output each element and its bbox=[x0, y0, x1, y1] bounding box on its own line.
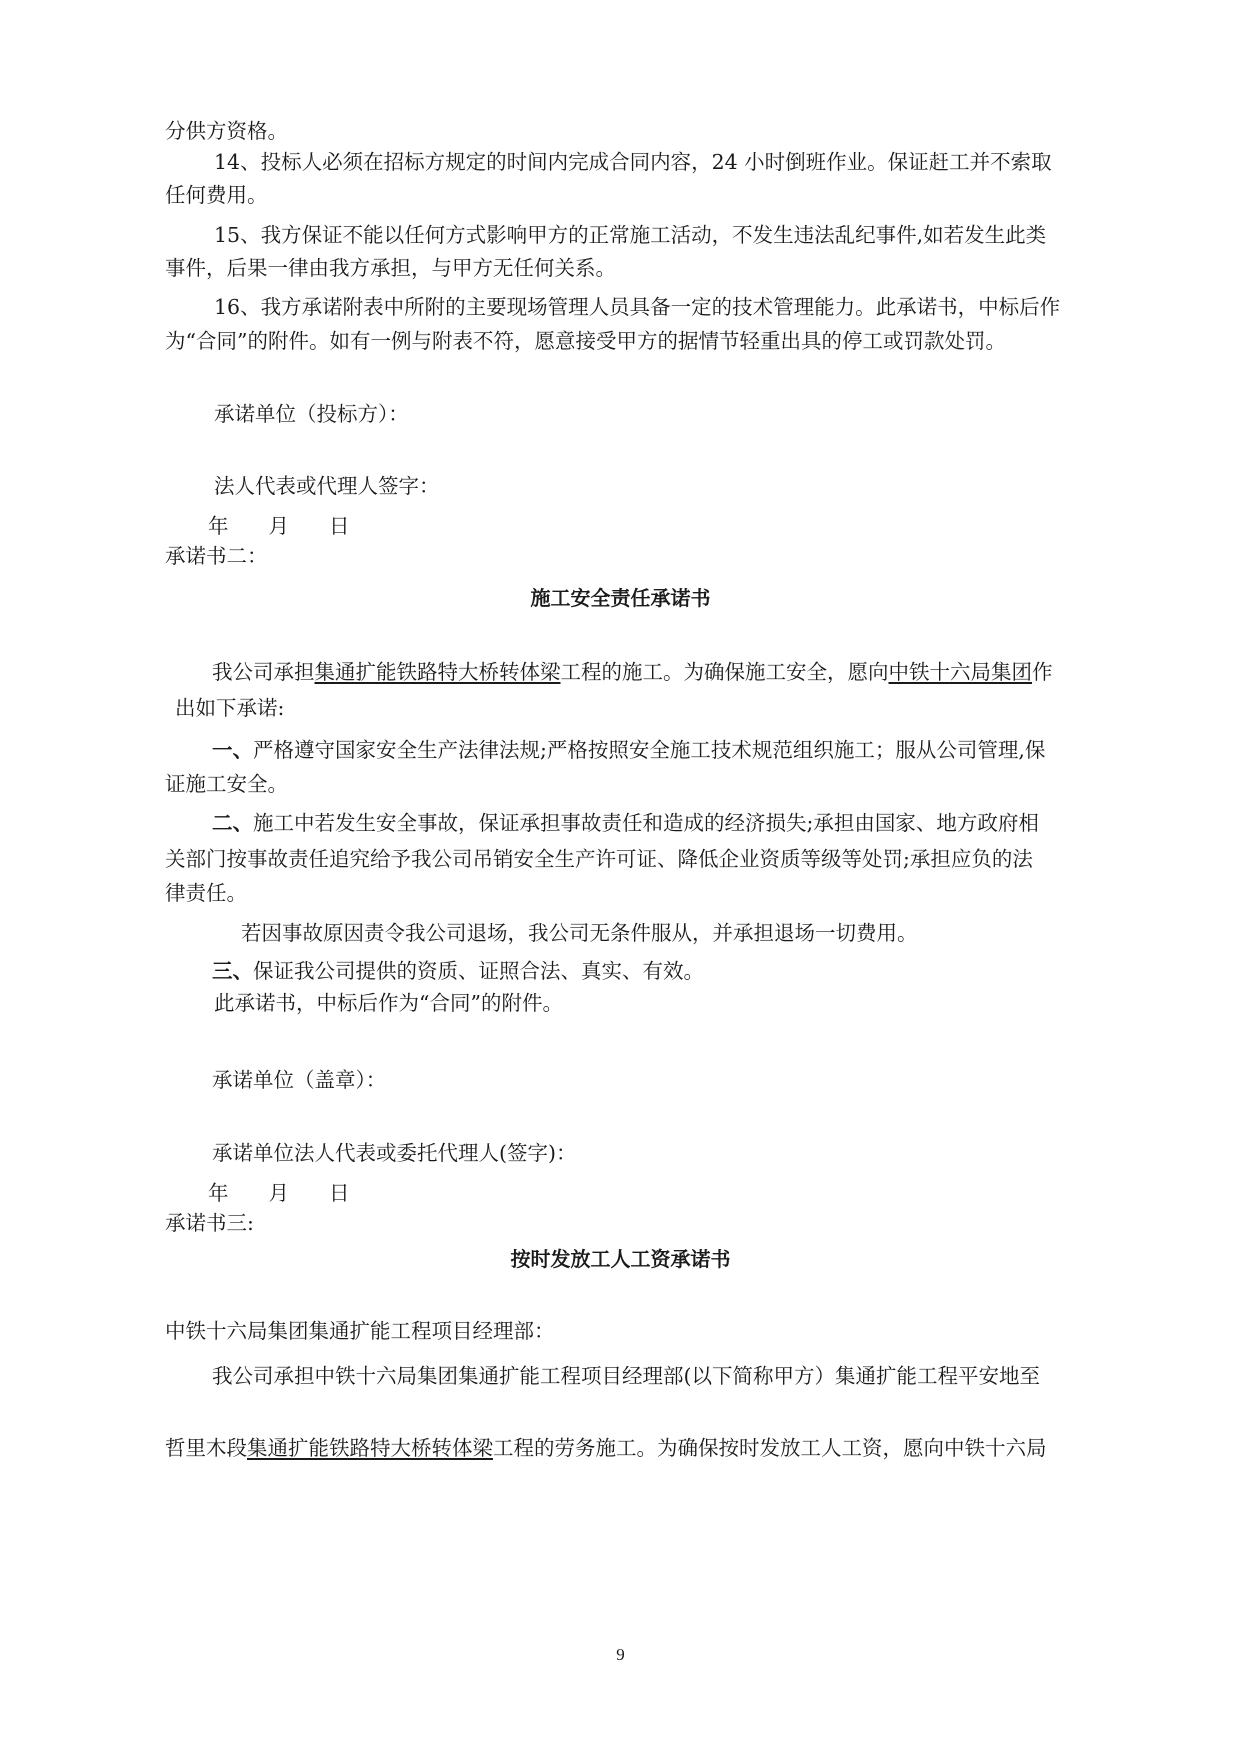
text-line: 证施工安全。 bbox=[165, 772, 288, 796]
date-year: 年 bbox=[208, 514, 229, 538]
text-line: 16、我方承诺附表中所附的主要现场管理人员具备一定的技术管理能力。此承诺书，中标后作 bbox=[214, 295, 1061, 319]
text-line: 二、施工中若发生安全事故，保证承担事故责任和造成的经济损失;承担由国家、地方政府相 bbox=[212, 811, 1039, 835]
text-line: 我公司承担中铁十六局集团集通扩能工程项目经理部(以下简称甲方）集通扩能工程平安地至 bbox=[212, 1364, 1040, 1388]
text-line: 一、严格遵守国家安全生产法律法规;严格按照安全施工技术规范组织施工；服从公司管理,保 bbox=[212, 738, 1046, 762]
signature-label-representative: 法人代表或代理人签字： bbox=[214, 474, 440, 498]
date-day: 日 bbox=[329, 514, 350, 538]
text-line: 关部门按事故责任追究给予我公司吊销安全生产许可证、降低企业资质等级等处罚;承担应负的法 bbox=[165, 847, 1033, 871]
section-label: 承诺书二： bbox=[165, 544, 268, 568]
date-month: 月 bbox=[268, 1181, 289, 1205]
date-line bbox=[208, 512, 350, 540]
addressee: 中铁十六局集团集通扩能工程项目经理部： bbox=[165, 1319, 555, 1343]
text-line: 任何费用。 bbox=[165, 183, 268, 207]
text-line: 分供方资格。 bbox=[165, 119, 288, 143]
section-label: 承诺书三: bbox=[165, 1211, 254, 1235]
date-month: 月 bbox=[268, 514, 289, 538]
item-marker: 一、 bbox=[212, 738, 253, 762]
project-name: 集通扩能铁路特大桥转体梁 bbox=[314, 660, 561, 684]
text-line: 出如下承诺: bbox=[175, 696, 285, 720]
text-line: 我公司承担集通扩能铁路特大桥转体梁工程的施工。为确保施工安全，愿向中铁十六局集团作 bbox=[212, 660, 1053, 684]
page-number: 9 bbox=[616, 1645, 625, 1664]
project-name: 集通扩能铁路特大桥转体梁 bbox=[247, 1436, 493, 1460]
date-day: 日 bbox=[329, 1181, 350, 1205]
date-year: 年 bbox=[208, 1181, 229, 1205]
company-name: 中铁十六局集团 bbox=[888, 660, 1032, 684]
text-line: 三、保证我公司提供的资质、证照合法、真实、有效。 bbox=[212, 959, 704, 983]
signature-label-unit-seal: 承诺单位（盖章）： bbox=[212, 1068, 387, 1092]
text-line: 哲里木段集通扩能铁路特大桥转体梁工程的劳务施工。为确保按时发放工人工资，愿向中铁十六局 bbox=[165, 1436, 1047, 1460]
date-line bbox=[208, 1179, 350, 1207]
text-line: 14、投标人必须在招标方规定的时间内完成合同内容，24 小时倒班作业。保证赶工并不索取 bbox=[214, 150, 1052, 174]
section-title: 施工安全责任承诺书 bbox=[530, 586, 711, 610]
signature-label-representative: 承诺单位法人代表或委托代理人(签字)： bbox=[212, 1141, 577, 1165]
text-line: 事件，后果一律由我方承担，与甲方无任何关系。 bbox=[165, 256, 616, 280]
text-line: 15、我方保证不能以任何方式影响甲方的正常施工活动，不发生违法乱纪事件,如若发生此类 bbox=[214, 223, 1047, 247]
signature-label-unit: 承诺单位（投标方）： bbox=[214, 402, 409, 426]
item-marker: 二、 bbox=[212, 811, 253, 835]
text-line: 若因事故原因责令我公司退场，我公司无条件服从，并承担退场一切费用。 bbox=[241, 921, 918, 945]
text-line: 此承诺书，中标后作为“合同”的附件。 bbox=[214, 991, 563, 1015]
text-line: 为“合同”的附件。如有一例与附表不符，愿意接受甲方的据情节轻重出具的停工或罚款处罚。 bbox=[165, 329, 1006, 353]
text-line: 律责任。 bbox=[165, 881, 247, 905]
section-title: 按时发放工人工资承诺书 bbox=[510, 1247, 731, 1271]
item-marker: 三、 bbox=[212, 959, 253, 983]
